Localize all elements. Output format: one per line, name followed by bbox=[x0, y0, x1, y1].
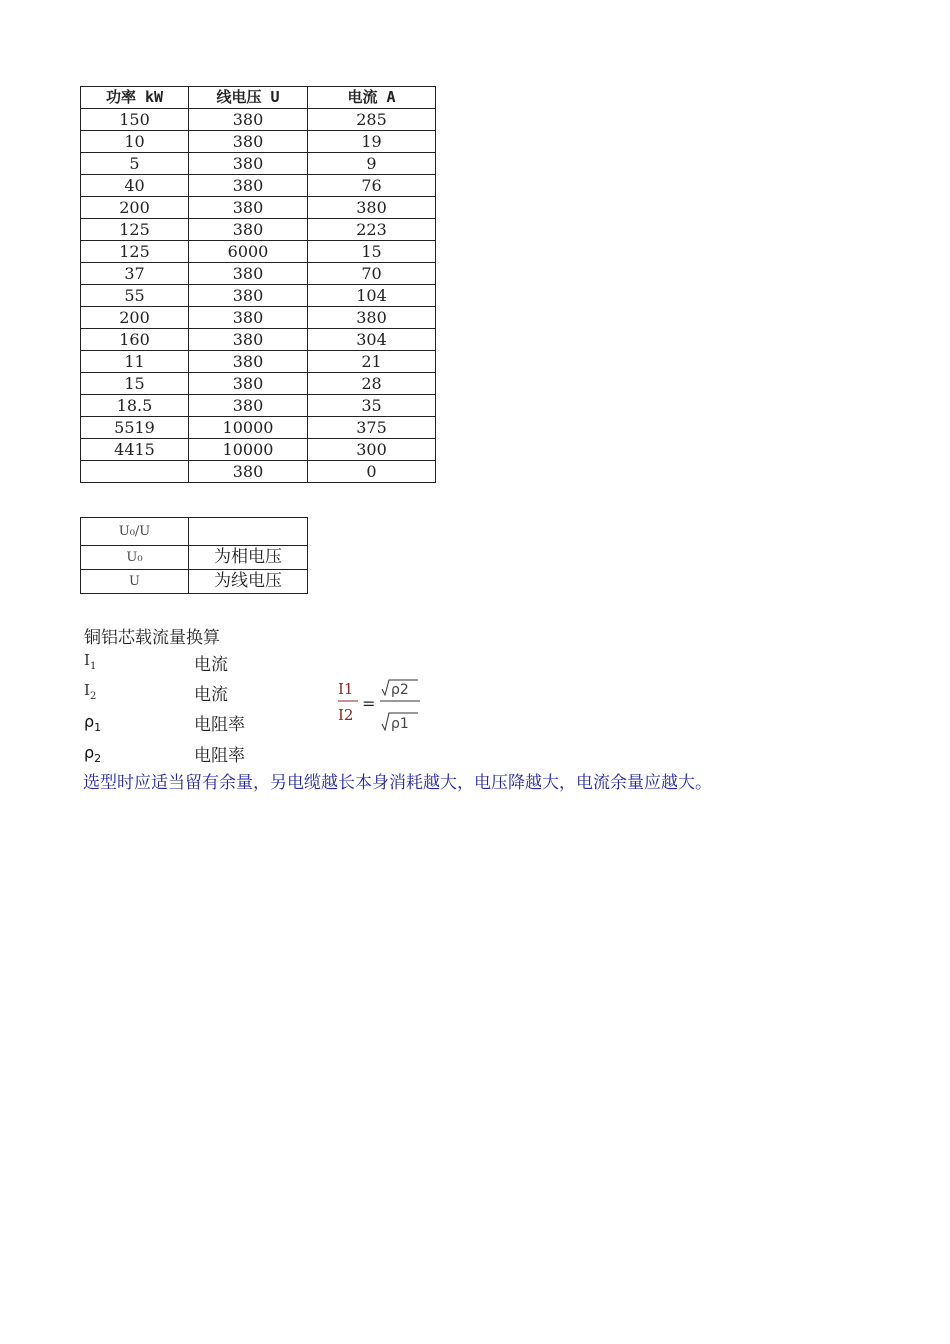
cell-voltage: 380 bbox=[189, 461, 308, 483]
cell-power: 37 bbox=[81, 263, 189, 285]
formula-equals: = bbox=[362, 694, 376, 713]
header-power: 功率 kW bbox=[81, 87, 189, 109]
cell-voltage: 380 bbox=[189, 109, 308, 131]
label-i1: 电流 bbox=[194, 655, 228, 675]
cell-voltage: 380 bbox=[189, 263, 308, 285]
line-voltage-desc: 为线电压 bbox=[189, 570, 308, 594]
cell-power bbox=[81, 461, 189, 483]
cell-current: 70 bbox=[308, 263, 436, 285]
table-row bbox=[81, 395, 436, 417]
cell-current: 375 bbox=[308, 417, 436, 439]
cell-power: 15 bbox=[81, 373, 189, 395]
cell-current: 304 bbox=[308, 329, 436, 351]
cell-power: 125 bbox=[81, 241, 189, 263]
conversion-formula bbox=[336, 676, 426, 738]
header-voltage: 线电压 U bbox=[189, 87, 308, 109]
cell-voltage: 380 bbox=[189, 285, 308, 307]
cell-current: 21 bbox=[308, 351, 436, 373]
cell-current: 104 bbox=[308, 285, 436, 307]
cell-voltage: 380 bbox=[189, 131, 308, 153]
cell-power: 150 bbox=[81, 109, 189, 131]
phase-voltage-desc: 为相电压 bbox=[189, 546, 308, 570]
header-current: 电流 A bbox=[308, 87, 436, 109]
cell-current: 285 bbox=[308, 109, 436, 131]
table-row bbox=[81, 285, 436, 307]
cell-current: 380 bbox=[308, 197, 436, 219]
symbol-i1: $I_1$ bbox=[84, 651, 97, 672]
power-current-table bbox=[80, 86, 436, 483]
formula-lhs-numerator: I1 bbox=[338, 680, 354, 698]
cell-current: 380 bbox=[308, 307, 436, 329]
table-row bbox=[81, 263, 436, 285]
cell-current: 9 bbox=[308, 153, 436, 175]
cell-voltage: 380 bbox=[189, 175, 308, 197]
label-rho2: 电阻率 bbox=[194, 746, 245, 766]
cell-current: 0 bbox=[308, 461, 436, 483]
conversion-title: 铜铝芯载流量换算 bbox=[84, 628, 220, 648]
table-row bbox=[81, 518, 308, 546]
cell-power: 5519 bbox=[81, 417, 189, 439]
cell-voltage: 380 bbox=[189, 329, 308, 351]
table-row bbox=[81, 546, 308, 570]
cell-power: 125 bbox=[81, 219, 189, 241]
cell-power: 10 bbox=[81, 131, 189, 153]
cell-power: 40 bbox=[81, 175, 189, 197]
table-row bbox=[81, 241, 436, 263]
symbol-rho1: $\rho_1$ bbox=[84, 712, 102, 735]
cell-voltage: 380 bbox=[189, 219, 308, 241]
cell-current: 300 bbox=[308, 439, 436, 461]
voltage-ratio-table bbox=[80, 517, 308, 594]
table-row bbox=[81, 373, 436, 395]
cell-power: 5 bbox=[81, 153, 189, 175]
cell-voltage: 380 bbox=[189, 307, 308, 329]
cell-power: 200 bbox=[81, 197, 189, 219]
cell-power: 160 bbox=[81, 329, 189, 351]
ratio-value bbox=[189, 518, 308, 546]
symbol-i2: $I_2$ bbox=[84, 681, 97, 702]
cell-power: 55 bbox=[81, 285, 189, 307]
cell-voltage: 380 bbox=[189, 395, 308, 417]
label-i2: 电流 bbox=[194, 685, 228, 705]
cell-voltage: 380 bbox=[189, 153, 308, 175]
cell-power: 18.5 bbox=[81, 395, 189, 417]
table-row bbox=[81, 570, 308, 594]
cell-voltage: 380 bbox=[189, 197, 308, 219]
cell-current: 35 bbox=[308, 395, 436, 417]
table-row bbox=[81, 197, 436, 219]
phase-voltage-symbol: U₀ bbox=[81, 546, 189, 570]
formula-rhs-numerator: ρ2 bbox=[391, 682, 409, 698]
cell-power: 4415 bbox=[81, 439, 189, 461]
cell-voltage: 6000 bbox=[189, 241, 308, 263]
cell-current: 15 bbox=[308, 241, 436, 263]
symbol-rho2: $\rho_2$ bbox=[84, 743, 102, 766]
table-row bbox=[81, 417, 436, 439]
table-row bbox=[81, 329, 436, 351]
label-rho1: 电阻率 bbox=[194, 715, 245, 735]
table-row bbox=[81, 153, 436, 175]
table-row bbox=[81, 351, 436, 373]
cell-current: 223 bbox=[308, 219, 436, 241]
selection-note: 选型时应适当留有余量，另电缆越长本身消耗越大，电压降越大，电流余量应越大。 bbox=[83, 773, 712, 793]
formula-lhs-denominator: I2 bbox=[338, 706, 354, 724]
cell-voltage: 10000 bbox=[189, 439, 308, 461]
table-row bbox=[81, 219, 436, 241]
table-row bbox=[81, 175, 436, 197]
table-row bbox=[81, 131, 436, 153]
cell-current: 19 bbox=[308, 131, 436, 153]
cell-current: 76 bbox=[308, 175, 436, 197]
cell-voltage: 380 bbox=[189, 351, 308, 373]
cell-voltage: 380 bbox=[189, 373, 308, 395]
table-row bbox=[81, 439, 436, 461]
table-row bbox=[81, 109, 436, 131]
formula-rhs-denominator: ρ1 bbox=[391, 716, 409, 732]
table-row bbox=[81, 461, 436, 483]
line-voltage-symbol: U bbox=[81, 570, 189, 594]
ratio-label: U₀/U bbox=[81, 518, 189, 546]
table-header-row bbox=[81, 87, 436, 109]
table-body bbox=[81, 109, 436, 483]
cell-power: 200 bbox=[81, 307, 189, 329]
cell-power: 11 bbox=[81, 351, 189, 373]
cell-current: 28 bbox=[308, 373, 436, 395]
table-row bbox=[81, 307, 436, 329]
cell-voltage: 10000 bbox=[189, 417, 308, 439]
